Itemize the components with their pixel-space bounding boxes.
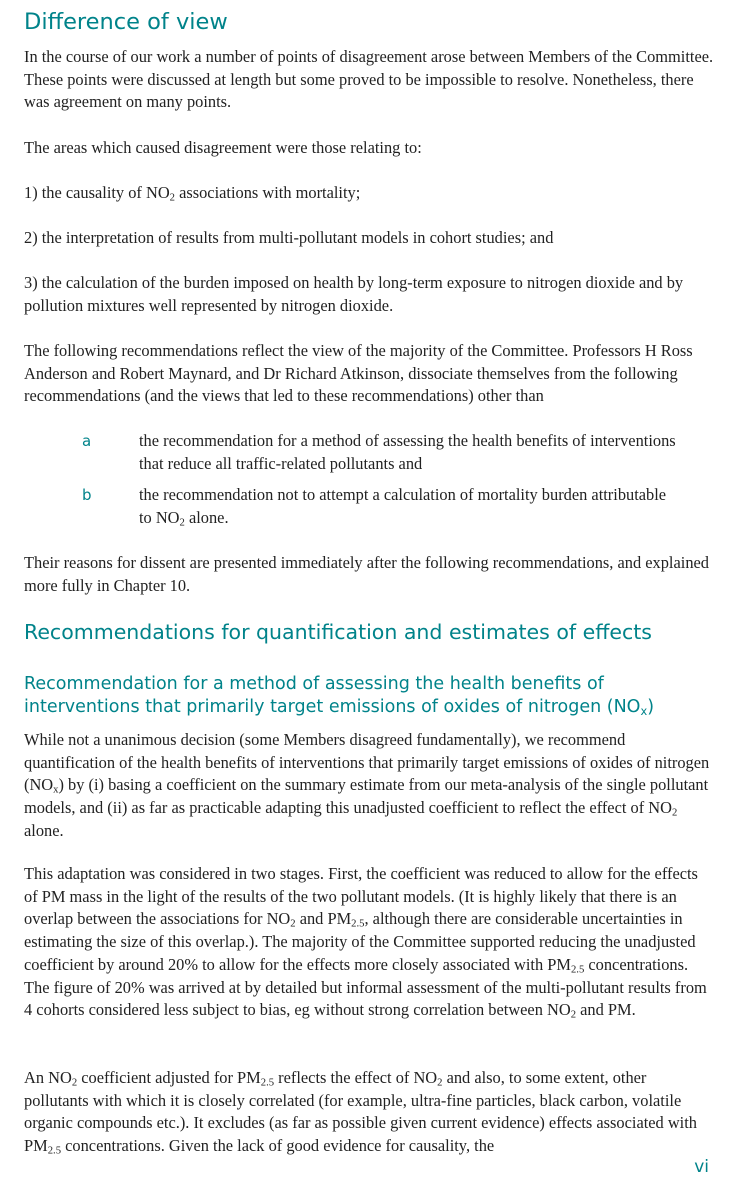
adaptation-paragraph: This adaptation was considered in two stages. First, the coefficient was reduced to allow for the effects of PM mass in the light of the results of the two pollutant models. (It is highly likely that there is an overlap between the associations for $NO_2$ and $PM_{2.5}$, although there are considerable uncertainties in estimating the size of this overlap.). The majority of the Committee supported reducing the unadjusted coefficient by around 20% to allow for the effects more closely associated with $PM_{2.5}$ concentrations. The figure of 20% was arrived at by detailed but informal assessment of the multi-pollutant results from 4 cohorts considered less subject to bias, eg without strong correlation between $NO_2$ and PM. <box>24 864 707 1021</box>
section-heading-recommendations: Recommendations for quantification and estimates of effects <box>24 620 652 644</box>
majority-view-paragraph: The following recommendations reflect the view of the majority of the Committee. Professors H Ross Anderson and Robert Maynard, and Dr Richard Atkinson, dissociate themselves from the following recommendations (and the views that led to these recommendations) other than <box>24 341 693 406</box>
coefficient-paragraph: An $NO_2$ coefficient adjusted for $PM_{2.5}$ reflects the effect of $NO_2$ and also, to some extent, other pollutants with which it is closely correlated (for example, ultra-fine particles, black carbon, volatile organic compounds etc.). It excludes (as far as possible given current evidence) effects associated with $PM_{2.5}$ concentrations. Given the lack of good evidence for causality, the <box>24 1068 697 1157</box>
area-item-3: 3) the calculation of the burden imposed on health by long-term exposure to nitrogen dioxide and by pollution mixtures well represented by nitrogen dioxide. <box>24 273 684 315</box>
page-number: vi <box>694 1157 709 1177</box>
area-item-1: 1) the causality of $NO_2$ associations with mortality; <box>24 183 361 204</box>
list-marker-a: a <box>82 432 92 450</box>
subsection-heading: Recommendation for a method of assessing the health benefits of interventions that primarily target emissions of oxides of nitrogen $(NO_x)$ <box>24 674 655 718</box>
list-marker-b: b <box>82 486 92 504</box>
dissent-paragraph: Their reasons for dissent are presented immediately after the following recommendations, and explained more fully in Chapter 10. <box>24 553 709 595</box>
exception-text-b: the recommendation not to attempt a calculation of mortality burden attributable to $NO_2$ alone. <box>139 485 667 529</box>
recommendation-paragraph-1: While not a unanimous decision (some Members disagreed fundamentally), we recommend quantification of the health benefits of interventions that primarily target emissions of oxides of nitrogen $(NO_x)$ by (i) basing a coefficient on the summary estimate from our meta-analysis of the single pollutant models, and (ii) as far as practicable adapting this unadjusted coefficient to reflect the effect of $NO_2$ alone. <box>24 730 710 840</box>
area-item-2: 2) the interpretation of results from multi-pollutant models in cohort studies; and <box>24 228 554 247</box>
exception-text-a: the recommendation for a method of assessing the health benefits of interventions that reduce all traffic-related pollutants and <box>139 431 676 473</box>
areas-lead-paragraph: The areas which caused disagreement were those relating to: <box>24 138 422 157</box>
section-heading-difference-of-view: Difference of view <box>24 9 228 35</box>
intro-paragraph: In the course of our work a number of points of disagreement arose between Members of the Committee. These points were discussed at length but some proved to be impossible to resolve. Nonetheless, there was agreement on many points. <box>24 47 714 112</box>
